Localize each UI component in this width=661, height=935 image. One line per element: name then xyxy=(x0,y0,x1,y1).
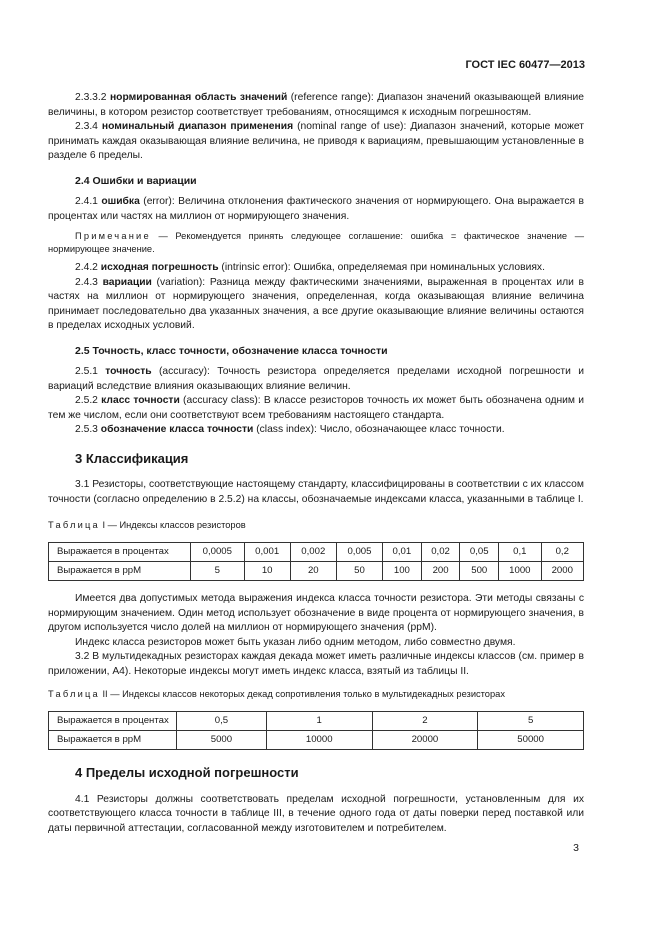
paragraph-2-4-2 xyxy=(48,261,584,276)
table-cell: 2000 xyxy=(541,562,583,581)
definition-text: (class index): Число, обозначающее класс точности. xyxy=(253,424,505,435)
clause-number: 2.4.3 xyxy=(75,276,98,288)
definition-text: (accuracy class): В классе резисторов точность их может быть обозначена одним и тем же числом, если они соответствуют всем требованиям настоящего стандарта. xyxy=(48,395,584,421)
table-caption-text: I — Индексы классов резисторов xyxy=(99,520,246,530)
table-row xyxy=(49,731,584,750)
clause-number: 2.5.2 xyxy=(75,395,98,406)
section-2-4-heading: 2.4 Ошибки и вариации xyxy=(75,174,197,187)
definition-text: (error): Величина отклонения фактического значения от нормирующего. Она выражается в процентах или частях на миллион от нормирующего значения. xyxy=(48,196,584,222)
clause-number: 2.3.4 xyxy=(75,121,98,132)
table-cell: 100 xyxy=(383,562,422,581)
table-cell: 5000 xyxy=(177,731,267,750)
definition-text: (intrinsic error): Ошибка, определяемая при номинальных условиях. xyxy=(218,262,545,273)
paragraph-methods: Имеется два допустимых метода выражения индекса класса точности резистора. Эти методы связаны с нормирующим значением. Один метод использует обозначение в виде процента от нормирующего значения, в другом используется число долей на миллион от нормирующего значения (ppM). xyxy=(48,593,584,633)
table-cell: 10 xyxy=(244,562,290,581)
paragraph-2-5-1 xyxy=(48,365,584,394)
table-cell: 0,0005 xyxy=(191,543,245,562)
table-2-caption xyxy=(48,688,584,701)
table-caption-label: Таблица xyxy=(48,689,100,699)
term: класс точности xyxy=(101,395,180,406)
note-label: Примечание xyxy=(75,231,151,241)
table-row xyxy=(49,712,584,731)
term: нормированная область значений xyxy=(109,92,288,103)
clause-number: 2.4.2 xyxy=(75,262,98,273)
paragraph-2-4-3 xyxy=(48,276,584,334)
row-label: Выражается в ppM xyxy=(49,562,191,581)
term: точность xyxy=(105,366,152,377)
definition-text: (nominal range of use): Диапазон значений, которые может принимать каждая оказывающая влияние величина, не приводя к вариациям, превышающим установленные в разделе 6 пределы. xyxy=(48,121,584,161)
clause-number: 2.3.3.2 xyxy=(75,92,107,103)
table-cell: 1 xyxy=(266,712,372,731)
clause-number: 2.4.1 xyxy=(75,196,98,207)
paragraph-4-1: 4.1 Резисторы должны соответствовать пределам исходной погрешности, установленным для их соответствующего класса точности в таблице III, в течение одного года от даты поверки перед поставкой или даты первичной аттестации, согласованной между изготовителем и потребителем. xyxy=(48,793,584,834)
table-cell: 0,2 xyxy=(541,543,583,562)
table-cell: 5 xyxy=(191,562,245,581)
table-caption-label: Таблица xyxy=(48,520,100,530)
paragraph-3-1: 3.1 Резисторы, соответствующие настоящему стандарту, классифицированы в соответствии с их классом точности (согласно определению в 2.5.2) на классы, обозначаемые индексами класса, указанными в таблице I. xyxy=(48,479,584,505)
table-cell: 0,001 xyxy=(244,543,290,562)
section-2-5-heading: 2.5 Точность, класс точности, обозначение класса точности xyxy=(75,344,388,357)
table-cell: 10000 xyxy=(266,731,372,750)
clause-number: 2.5.3 xyxy=(75,424,98,435)
page-number: 3 xyxy=(573,841,579,854)
table-cell: 50 xyxy=(336,562,382,581)
table-1 xyxy=(48,542,584,581)
table-2 xyxy=(48,711,584,750)
definition-text: (variation): Разница между фактическими значениями, выраженная в процентах или в частях на миллион от нормирующего значения, определенная, когда оказывающая влияние величина принимает последовательно два указанных значения, а все другие оказывающие влияние величины остаются в пределах исходных условий. xyxy=(48,276,584,331)
term: ошибка xyxy=(101,196,140,207)
row-label: Выражается в ppM xyxy=(49,731,177,750)
table-cell: 500 xyxy=(460,562,499,581)
table-cell: 0,01 xyxy=(383,543,422,562)
paragraph-2-4-1 xyxy=(48,195,584,224)
document-code: ГОСТ IEC 60477—2013 xyxy=(465,59,585,71)
row-label: Выражается в процентах xyxy=(49,543,191,562)
table-caption-text: II — Индексы классов некоторых декад сопротивления только в мультидекадных резисторах xyxy=(99,689,505,699)
row-label: Выражается в процентах xyxy=(49,712,177,731)
table-1-caption xyxy=(48,519,584,532)
definition-text: (reference range): Диапазон значений оказывающей влияние величины, в котором резистор соответствует требованиям, относящимся к исходным погрешностям. xyxy=(48,92,584,118)
note xyxy=(48,230,584,256)
term: вариации xyxy=(102,276,152,288)
table-cell: 20 xyxy=(290,562,336,581)
clause-number: 2.5.1 xyxy=(75,366,98,377)
table-cell: 2 xyxy=(372,712,478,731)
paragraph-class-index: Индекс класса резисторов может быть указан либо одним методом, либо совместно двумя. xyxy=(75,636,516,648)
term: номинальный диапазон применения xyxy=(101,121,294,132)
table-cell: 5 xyxy=(478,712,584,731)
table-row xyxy=(49,562,584,581)
table-row xyxy=(49,543,584,562)
page-content xyxy=(48,91,584,836)
table-cell: 1000 xyxy=(499,562,541,581)
table-cell: 0,5 xyxy=(177,712,267,731)
paragraph-2-5-2 xyxy=(48,394,584,423)
table-cell: 50000 xyxy=(478,731,584,750)
note-text: — Рекомендуется принять следующее соглашение: ошибка = фактическое значение — нормирующее значение. xyxy=(48,231,584,254)
paragraph-2-3-4 xyxy=(48,120,584,164)
table-cell: 0,005 xyxy=(336,543,382,562)
paragraph-2-3-3-2 xyxy=(48,91,584,120)
paragraph-3-2: 3.2 В мультидекадных резисторах каждая декада может иметь различные индексы классов (см. пример в приложении, А4). Некоторые индексы могут иметь индекс класса, взятый из таблицы II. xyxy=(48,651,584,677)
table-cell: 0,05 xyxy=(460,543,499,562)
table-cell: 0,02 xyxy=(421,543,460,562)
table-cell: 0,1 xyxy=(499,543,541,562)
table-cell: 20000 xyxy=(372,731,478,750)
paragraph-2-5-3 xyxy=(48,423,584,438)
term: исходная погрешность xyxy=(100,262,219,273)
table-cell: 200 xyxy=(421,562,460,581)
section-4-heading: 4 Пределы исходной погрешности xyxy=(75,765,299,780)
definition-text: (accuracy): Точность резистора определяется пределами исходной погрешности и вариаций вследствие влияния оказывающих влияние величин. xyxy=(48,366,584,392)
table-cell: 0,002 xyxy=(290,543,336,562)
term: обозначение класса точности xyxy=(100,424,254,435)
section-3-heading: 3 Классификация xyxy=(75,450,189,466)
